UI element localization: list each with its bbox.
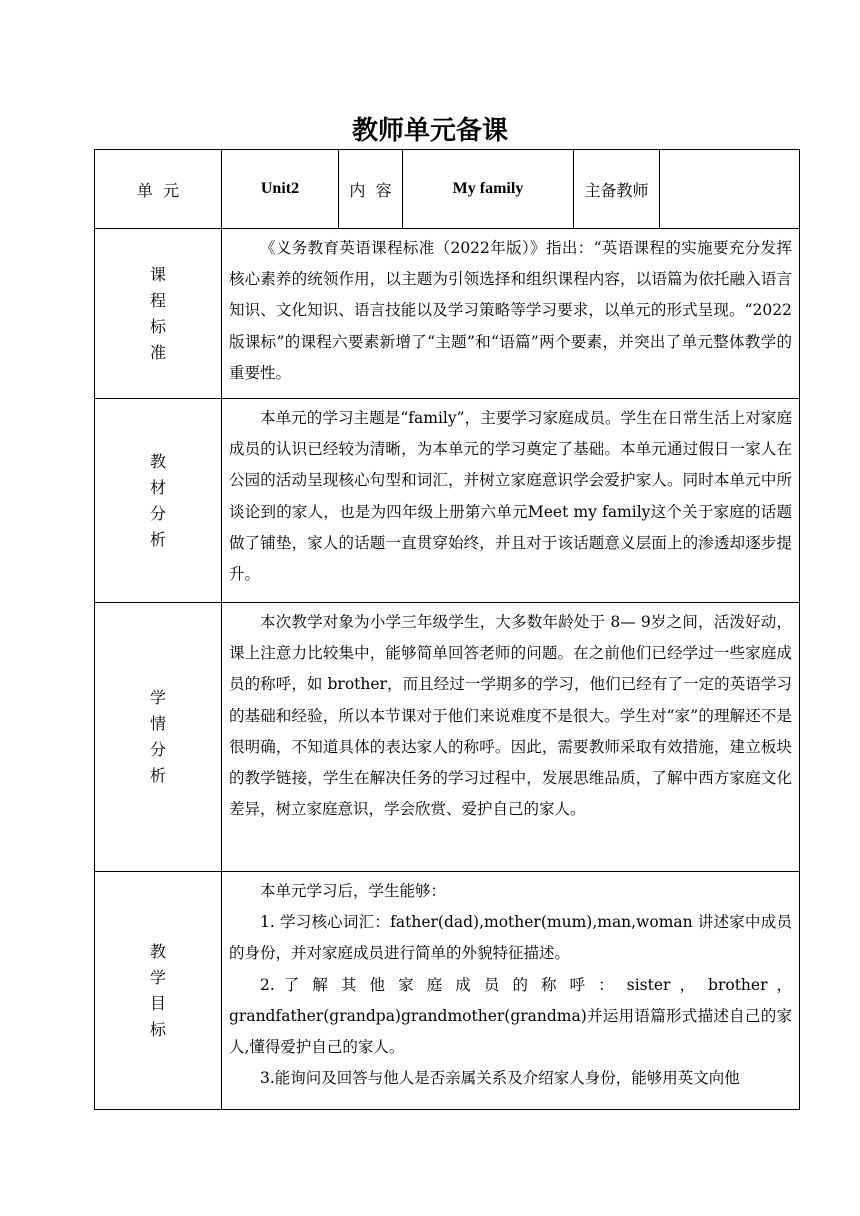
section-content [222,399,800,603]
unit-label: 单 元 [95,150,222,229]
section-label: 教 材 分 析 [95,399,222,603]
teacher-label: 主备教师 [574,150,660,229]
section-row-curriculum [95,229,800,399]
unit-value: Unit2 [222,150,339,229]
section-label: 教 学 目 标 [95,872,222,1110]
paragraph: 《义务教育英语课程标准（2022年版）》指出：“英语课程的实施要充分发挥核心素养的统领作用，以主题为引领选择和组织课程内容，以语篇为依托融入语言知识、文化知识、语言技能以及学习策略等学习要求，以单元的形式呈现。“2022版课标”的课程六要素新增了“主题”和“语篇”两个要素，并突出了单元整体教学的重要性。 [229,239,792,382]
content-value: My family [403,150,574,229]
header-row [95,150,800,229]
paragraph: 3.能询问及回答与他人是否亲属关系及介绍家人身份，能够用英文向他 [260,1069,740,1088]
page-title: 教师单元备课 [351,116,508,146]
section-row-textbook [95,399,800,603]
teacher-value [660,150,800,229]
paragraph: 2. 了 解 其 他 家 庭 成 员 的 称 呼 ： sister ， brother ，grandfather(grandpa)grandmother(grandma)并运用语篇形式描述自己的家人,懂得爱护自己的家人。 [229,975,792,1057]
section-content [222,872,800,1110]
section-label: 课 程 标 准 [95,229,222,399]
paragraph: 1. 学习核心词汇：father(dad),mother(mum),man,woman 讲述家中成员的身份，并对家庭成员进行简单的外貌特征描述。 [229,913,792,963]
section-label: 学 情 分 析 [95,603,222,872]
content-label: 内 容 [339,150,403,229]
paragraph: 本次教学对象为小学三年级学生，大多数年龄处于 8— 9岁之间，活泼好动，课上注意力比较集中，能够简单回答老师的问题。在之前他们已经学过一些家庭成员的称呼，如 brother，而且经过一学期多的学习，他们已经有了一定的英语学习的基础和经验，所以本节课对于他们来说难度不是很大。学生对“家”的理解还不是很明确，不知道具体的表达家人的称呼。因此，需要教师采取有效措施，建立板块的教学链接，学生在解决任务的学习过程中，发展思维品质，了解中西方家庭文化差异，树立家庭意识，学会欣赏、爱护自己的家人。 [229,613,792,819]
section-content [222,603,800,872]
section-row-students [95,603,800,872]
paragraph: 本单元学习后，学生能够： [260,882,447,900]
section-content [222,229,800,399]
paragraph: 本单元的学习主题是“family”，主要学习家庭成员。学生在日常生活上对家庭成员的认识已经较为清晰，为本单元的学习奠定了基础。本单元通过假日一家人在公园的活动呈现核心句型和词汇，并树立家庭意识学会爱护家人。同时本单元中所谈论到的家人，也是为四年级上册第六单元Meet my family这个关于家庭的话题做了铺垫，家人的话题一直贯穿始终，并且对于该话题意义层面上的渗透却逐步提升。 [229,409,792,584]
lesson-plan-table [94,149,800,1110]
section-row-objectives [95,872,800,1110]
